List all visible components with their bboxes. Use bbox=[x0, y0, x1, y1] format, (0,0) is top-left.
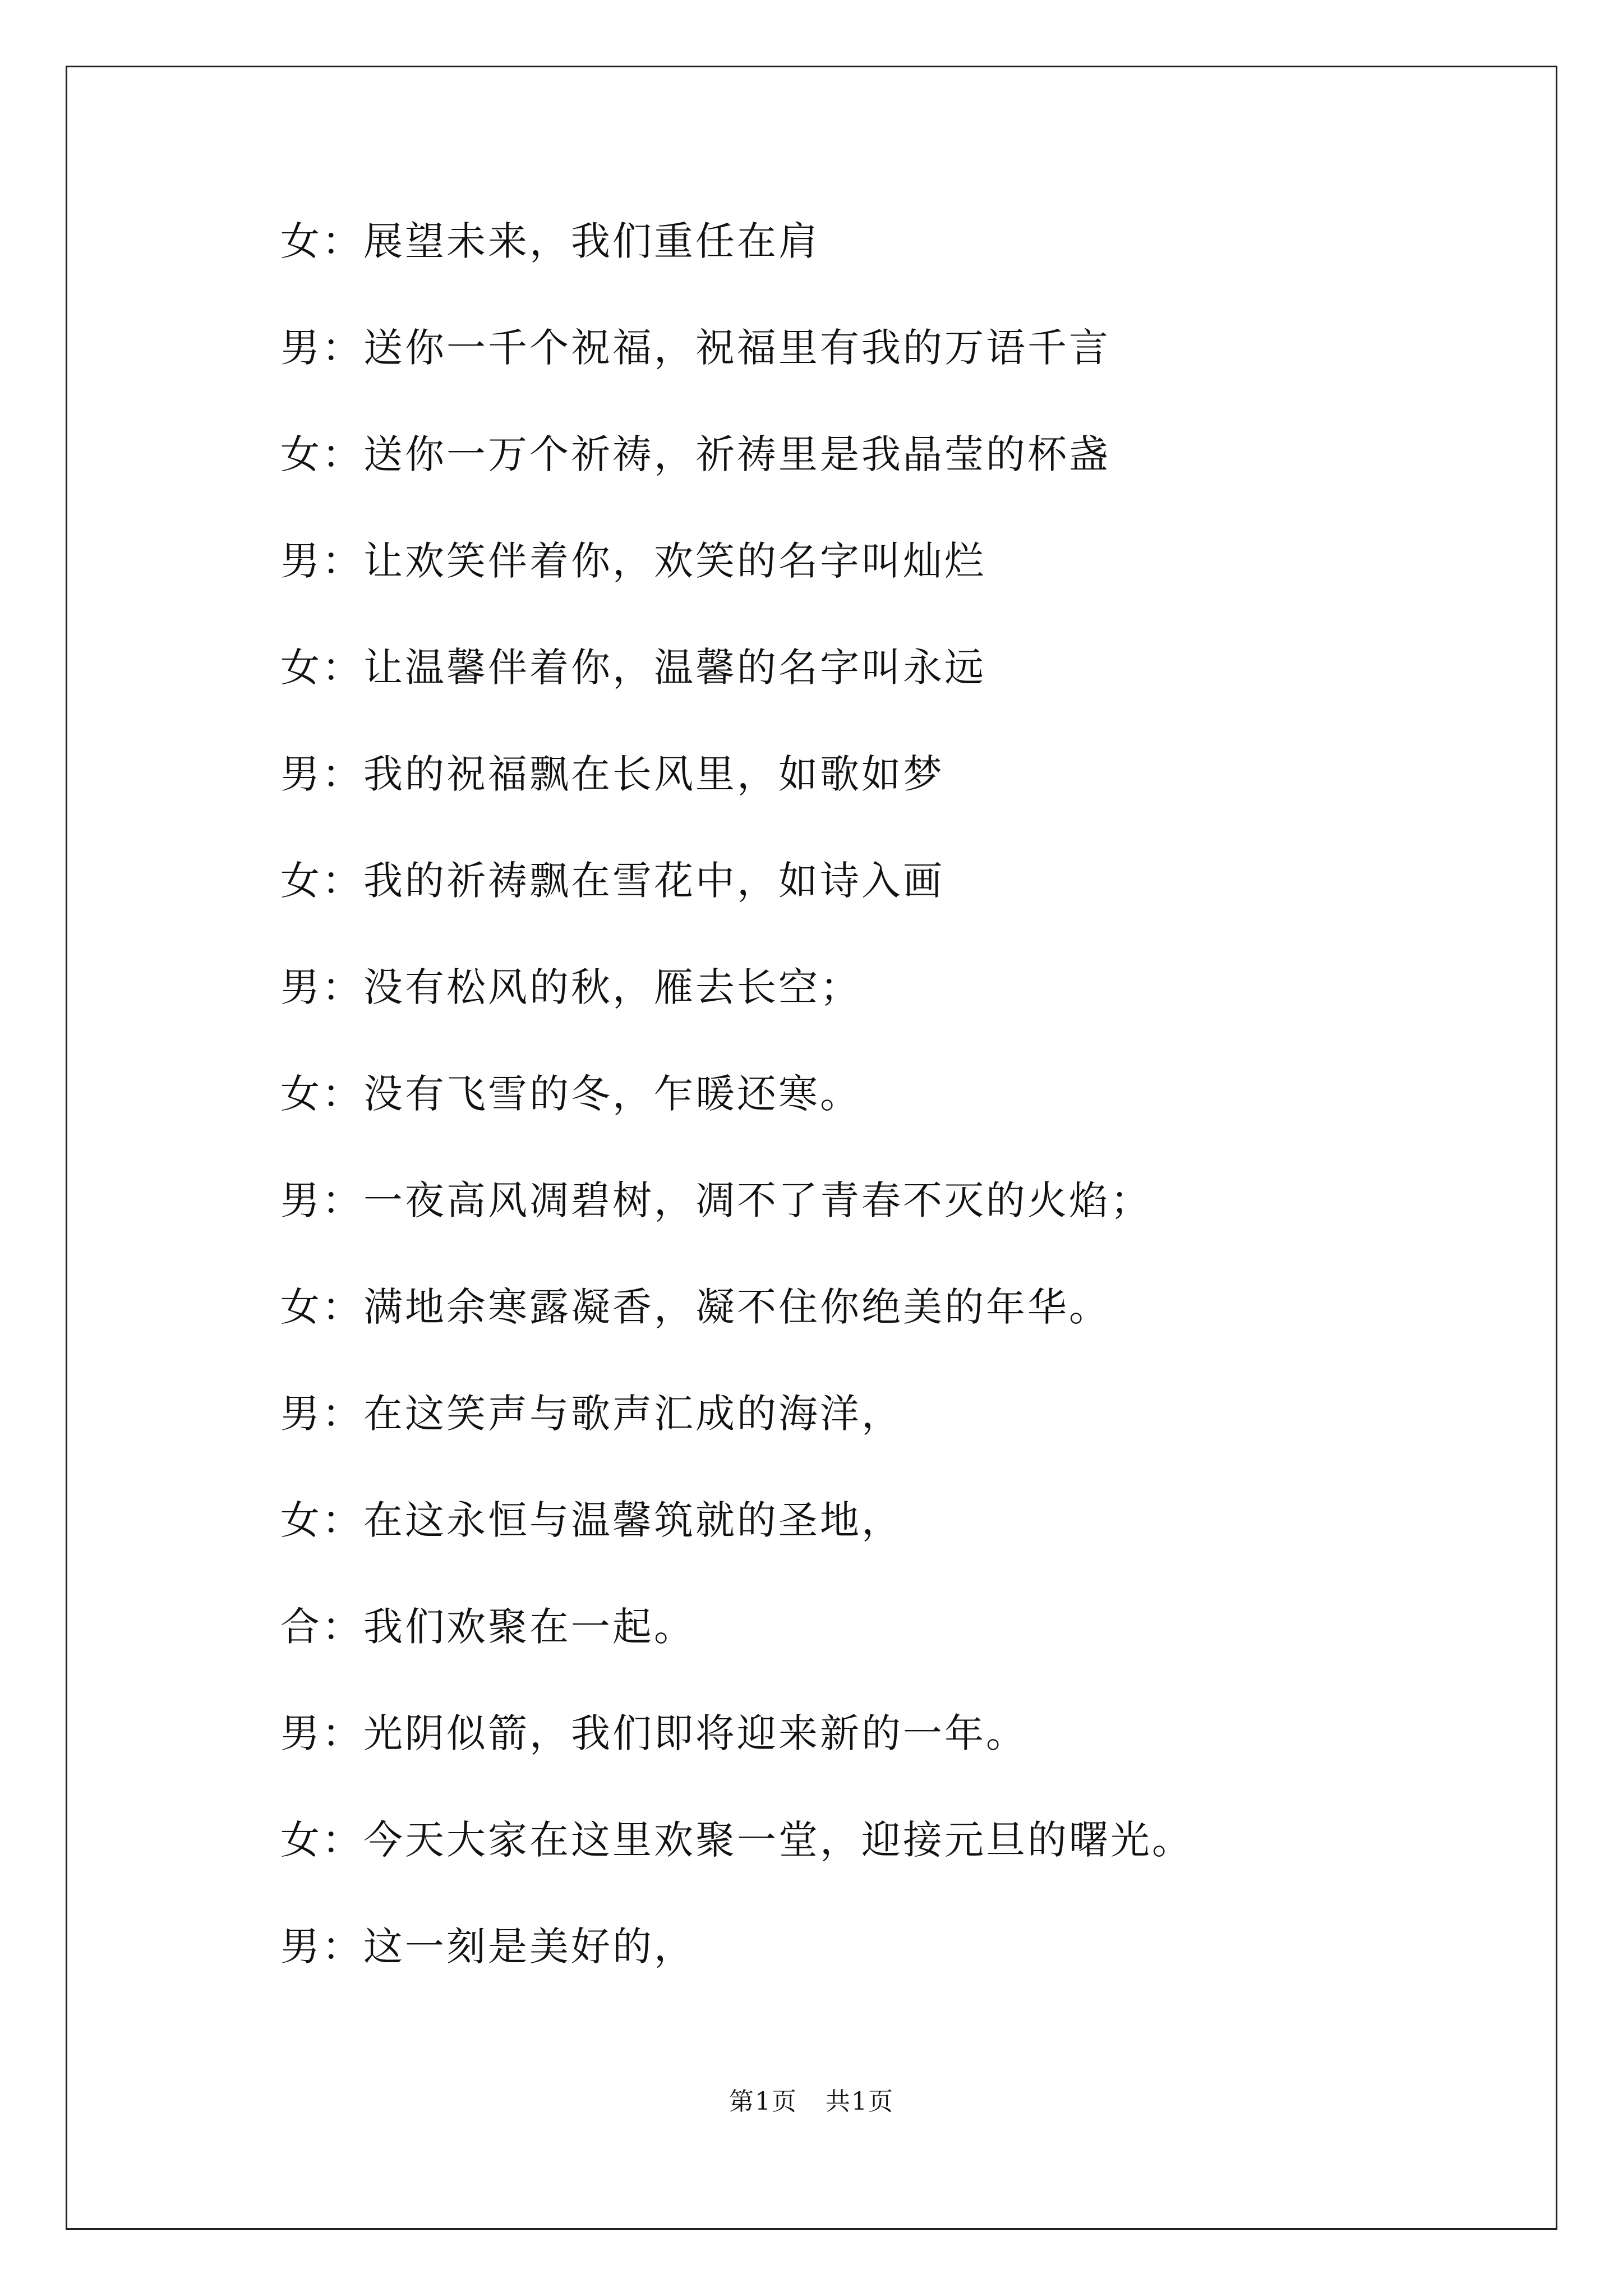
dialogue-line: 男：在这笑声与歌声汇成的海洋， bbox=[280, 1391, 903, 1437]
dialogue-line: 女：没有飞雪的冬，乍暖还寒。 bbox=[280, 1071, 861, 1117]
dialogue-line: 男：让欢笑伴着你，欢笑的名字叫灿烂 bbox=[280, 538, 986, 584]
dialogue-line: 女：我的祈祷飘在雪花中，如诗入画 bbox=[280, 858, 944, 904]
dialogue-line: 男：一夜高风凋碧树，凋不了青春不灭的火焰； bbox=[280, 1177, 1152, 1223]
dialogue-line: 男：这一刻是美好的， bbox=[280, 1924, 695, 1970]
dialogue-line: 男：我的祝福飘在长风里，如歌如梦 bbox=[280, 751, 944, 797]
dialogue-line: 男：送你一千个祝福，祝福里有我的万语千言 bbox=[280, 325, 1110, 371]
dialogue-line: 女：展望未来，我们重任在肩 bbox=[280, 218, 820, 264]
dialogue-line: 女：让温馨伴着你，温馨的名字叫永远 bbox=[280, 645, 986, 691]
page-total: 共1页 bbox=[826, 2087, 894, 2116]
document-body bbox=[280, 218, 1514, 2033]
dialogue-line: 女：在这永恒与温馨筑就的圣地， bbox=[280, 1497, 903, 1543]
dialogue-line: 女：送你一万个祈祷，祈祷里是我晶莹的杯盏 bbox=[280, 431, 1110, 477]
dialogue-line: 男：没有松风的秋，雁去长空； bbox=[280, 964, 861, 1010]
dialogue-line: 男：光阴似箭，我们即将迎来新的一年。 bbox=[280, 1710, 1027, 1756]
dialogue-line: 女：今天大家在这里欢聚一堂，迎接元旦的曙光。 bbox=[280, 1817, 1193, 1863]
dialogue-line: 女：满地余寒露凝香，凝不住你绝美的年华。 bbox=[280, 1284, 1110, 1330]
page-number: 第1页 bbox=[729, 2087, 797, 2116]
page-footer bbox=[0, 2081, 1623, 2117]
dialogue-line: 合：我们欢聚在一起。 bbox=[280, 1604, 695, 1650]
